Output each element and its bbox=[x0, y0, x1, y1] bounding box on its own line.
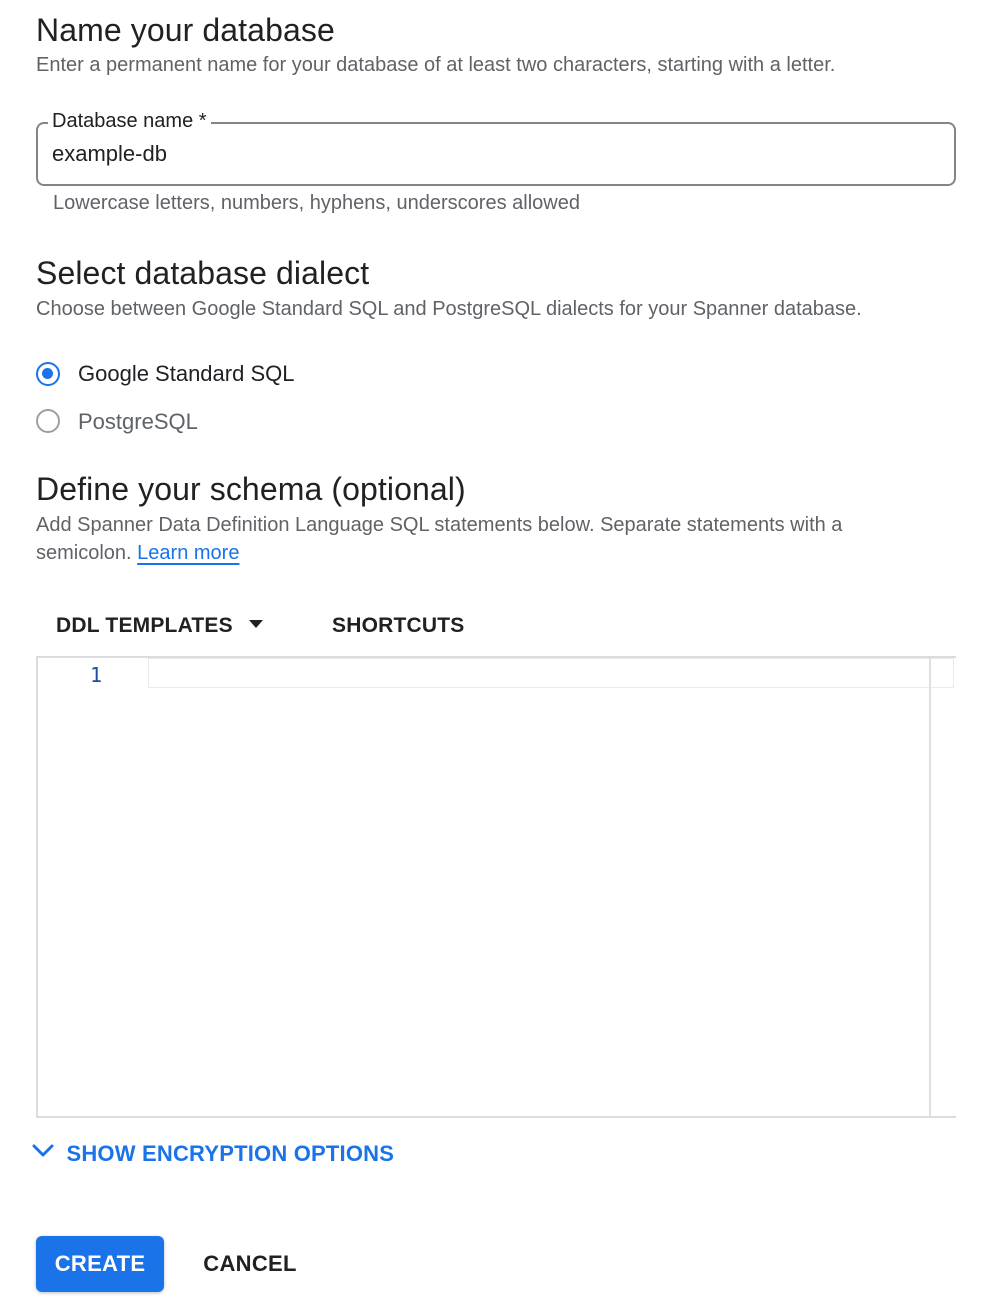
dropdown-arrow-icon bbox=[249, 620, 263, 628]
show-encryption-options-label: SHOW ENCRYPTION OPTIONS bbox=[66, 1141, 395, 1166]
dialect-option-label: Google Standard SQL bbox=[78, 361, 295, 386]
schema-section-description-cont bbox=[36, 539, 239, 567]
editor-scrollbar[interactable] bbox=[929, 658, 931, 1116]
database-name-input[interactable] bbox=[52, 140, 932, 168]
ddl-editor[interactable] bbox=[36, 656, 956, 1118]
schema-section-description: Add Spanner Data Definition Language SQL statements below. Separate statements with a bbox=[36, 514, 843, 536]
schema-section-title: Define your schema (optional) bbox=[36, 471, 466, 507]
create-button[interactable]: CREATE bbox=[36, 1236, 164, 1292]
dialect-section-description: Choose between Google Standard SQL and PostgreSQL dialects for your Spanner database. bbox=[36, 298, 862, 320]
ddl-templates-button[interactable] bbox=[56, 612, 263, 642]
schema-description-end: semicolon. bbox=[36, 542, 132, 564]
cancel-button[interactable]: CANCEL bbox=[203, 1251, 297, 1276]
radio-selected-icon[interactable] bbox=[36, 362, 60, 386]
radio-unselected-icon[interactable] bbox=[36, 409, 60, 433]
ddl-templates-label: DDL TEMPLATES bbox=[56, 614, 233, 637]
learn-more-link[interactable]: Learn more bbox=[137, 542, 240, 564]
dialect-option-postgresql[interactable] bbox=[36, 408, 336, 438]
dialect-option-google-standard-sql[interactable] bbox=[36, 360, 336, 390]
dialect-section-title: Select database dialect bbox=[36, 255, 370, 291]
name-section-description: Enter a permanent name for your database of at least two characters, starting with a letter. bbox=[36, 54, 836, 76]
editor-current-line[interactable] bbox=[148, 658, 954, 688]
database-name-label: Database name * bbox=[48, 108, 211, 134]
database-name-helper: Lowercase letters, numbers, hyphens, underscores allowed bbox=[53, 192, 580, 214]
chevron-down-icon bbox=[32, 1144, 54, 1158]
show-encryption-options-toggle[interactable] bbox=[32, 1140, 394, 1170]
editor-line-number: 1 bbox=[90, 663, 103, 687]
name-section-title: Name your database bbox=[36, 12, 335, 48]
shortcuts-button[interactable]: SHORTCUTS bbox=[332, 614, 465, 637]
dialect-option-label: PostgreSQL bbox=[78, 409, 198, 434]
